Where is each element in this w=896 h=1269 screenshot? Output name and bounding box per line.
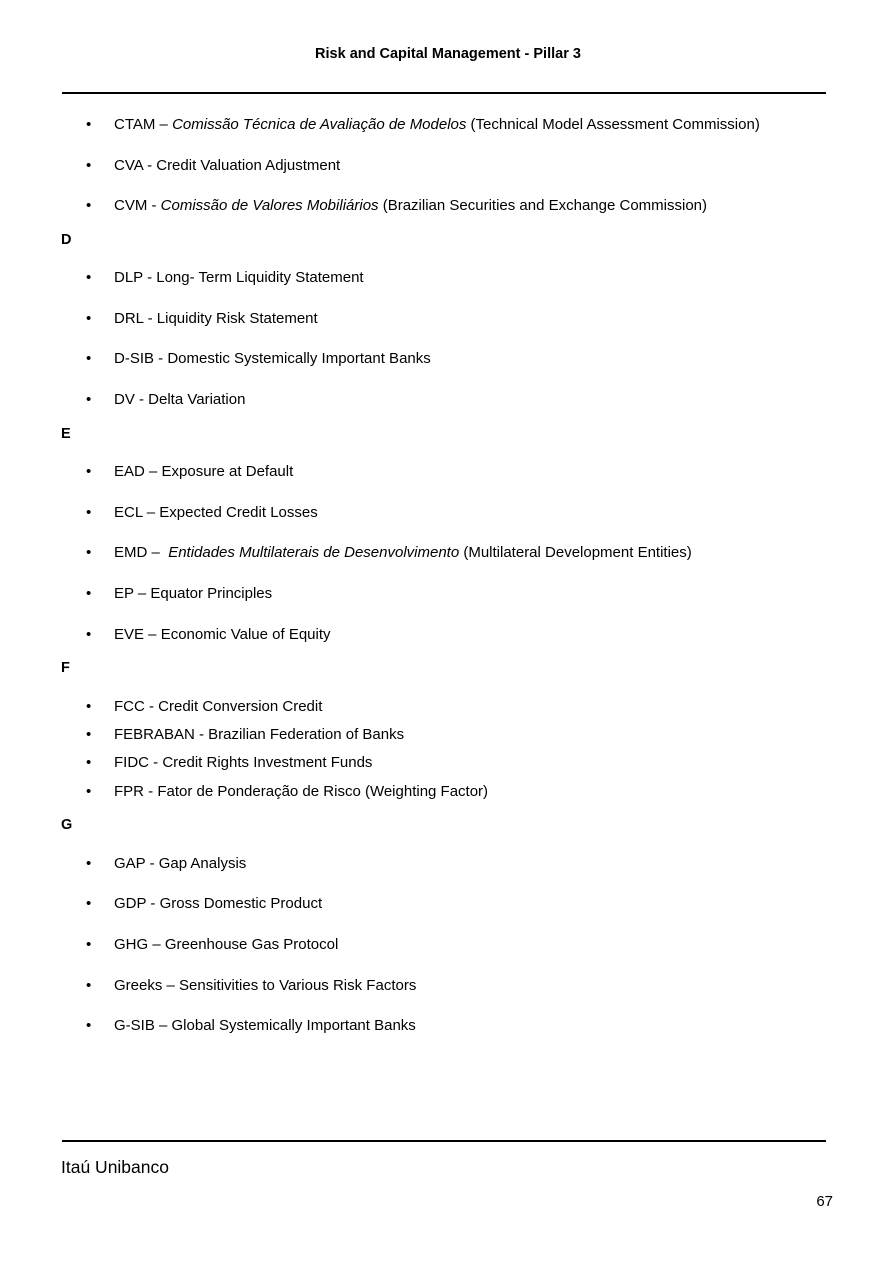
- glossary-term: DV - Delta Variation: [114, 391, 246, 408]
- section-heading-d: D: [61, 232, 72, 248]
- glossary-term: Greeks – Sensitivities to Various Risk Factors: [114, 977, 417, 994]
- bullet-icon: •: [86, 977, 92, 994]
- bullet-icon: •: [86, 855, 92, 872]
- list-item: [86, 1017, 416, 1035]
- list-item: [86, 116, 760, 134]
- glossary-term: EAD – Exposure at Default: [114, 463, 294, 480]
- list-item: [86, 855, 246, 873]
- bullet-icon: •: [86, 754, 92, 771]
- page-number: 67: [816, 1193, 833, 1210]
- header-divider: [62, 92, 826, 94]
- section-heading-f: F: [61, 660, 70, 676]
- bullet-icon: •: [86, 726, 92, 743]
- bullet-icon: •: [86, 936, 92, 953]
- glossary-term: FPR - Fator de Ponderação de Risco (Weighting Factor): [114, 783, 489, 800]
- list-item: [86, 269, 364, 287]
- bullet-icon: •: [86, 504, 92, 521]
- page-title: Risk and Capital Management - Pillar 3: [315, 46, 581, 62]
- bullet-icon: •: [86, 1017, 92, 1034]
- glossary-term: CVA - Credit Valuation Adjustment: [114, 157, 341, 174]
- section-heading-g: G: [61, 817, 73, 833]
- bullet-icon: •: [86, 269, 92, 286]
- glossary-term: CVM - Comissão de Valores Mobiliários (Brazilian Securities and Exchange Commission): [114, 197, 708, 214]
- list-item: [86, 157, 340, 175]
- list-item: [86, 754, 372, 772]
- list-item: [86, 197, 707, 215]
- bullet-icon: •: [86, 310, 92, 327]
- glossary-term: G-SIB – Global Systemically Important Banks: [114, 1017, 416, 1034]
- glossary-term: CTAM – Comissão Técnica de Avaliação de Modelos (Technical Model Assessment Commission): [114, 116, 760, 133]
- list-item: [86, 977, 416, 995]
- list-item: [86, 698, 322, 716]
- bullet-icon: •: [86, 350, 92, 367]
- list-item: [86, 783, 488, 801]
- glossary-term: FCC - Credit Conversion Credit: [114, 698, 323, 715]
- footer-divider: [62, 1140, 826, 1142]
- glossary-term: D-SIB - Domestic Systemically Important Banks: [114, 350, 431, 367]
- list-item: [86, 504, 318, 522]
- glossary-term: EP – Equator Principles: [114, 585, 273, 602]
- bullet-icon: •: [86, 585, 92, 602]
- glossary-term: EVE – Economic Value of Equity: [114, 626, 331, 643]
- glossary-term: FEBRABAN - Brazilian Federation of Banks: [114, 726, 405, 743]
- bullet-icon: •: [86, 463, 92, 480]
- bullet-icon: •: [86, 698, 92, 715]
- bullet-icon: •: [86, 391, 92, 408]
- bullet-icon: •: [86, 783, 92, 800]
- glossary-term: DRL - Liquidity Risk Statement: [114, 310, 318, 327]
- bullet-icon: •: [86, 626, 92, 643]
- list-item: [86, 585, 272, 603]
- list-item: [86, 626, 331, 644]
- glossary-term: GAP - Gap Analysis: [114, 855, 247, 872]
- glossary-term: DLP - Long- Term Liquidity Statement: [114, 269, 364, 286]
- list-item: [86, 391, 245, 409]
- glossary-term: EMD – Entidades Multilaterais de Desenvolvimento (Multilateral Development Entities): [114, 544, 692, 561]
- list-item: [86, 463, 293, 481]
- section-heading-e: E: [61, 426, 71, 442]
- glossary-term: FIDC - Credit Rights Investment Funds: [114, 754, 373, 771]
- list-item: [86, 310, 318, 328]
- list-item: [86, 726, 404, 744]
- glossary-term: GDP - Gross Domestic Product: [114, 895, 323, 912]
- bullet-icon: •: [86, 895, 92, 912]
- list-item: [86, 544, 692, 562]
- bullet-icon: •: [86, 157, 92, 174]
- bullet-icon: •: [86, 116, 92, 133]
- bullet-icon: •: [86, 197, 92, 214]
- glossary-term: ECL – Expected Credit Losses: [114, 504, 318, 521]
- bullet-icon: •: [86, 544, 92, 561]
- list-item: [86, 895, 322, 913]
- glossary-term: GHG – Greenhouse Gas Protocol: [114, 936, 339, 953]
- list-item: [86, 350, 431, 368]
- footer-company-name: Itaú Unibanco: [61, 1157, 169, 1177]
- list-item: [86, 936, 338, 954]
